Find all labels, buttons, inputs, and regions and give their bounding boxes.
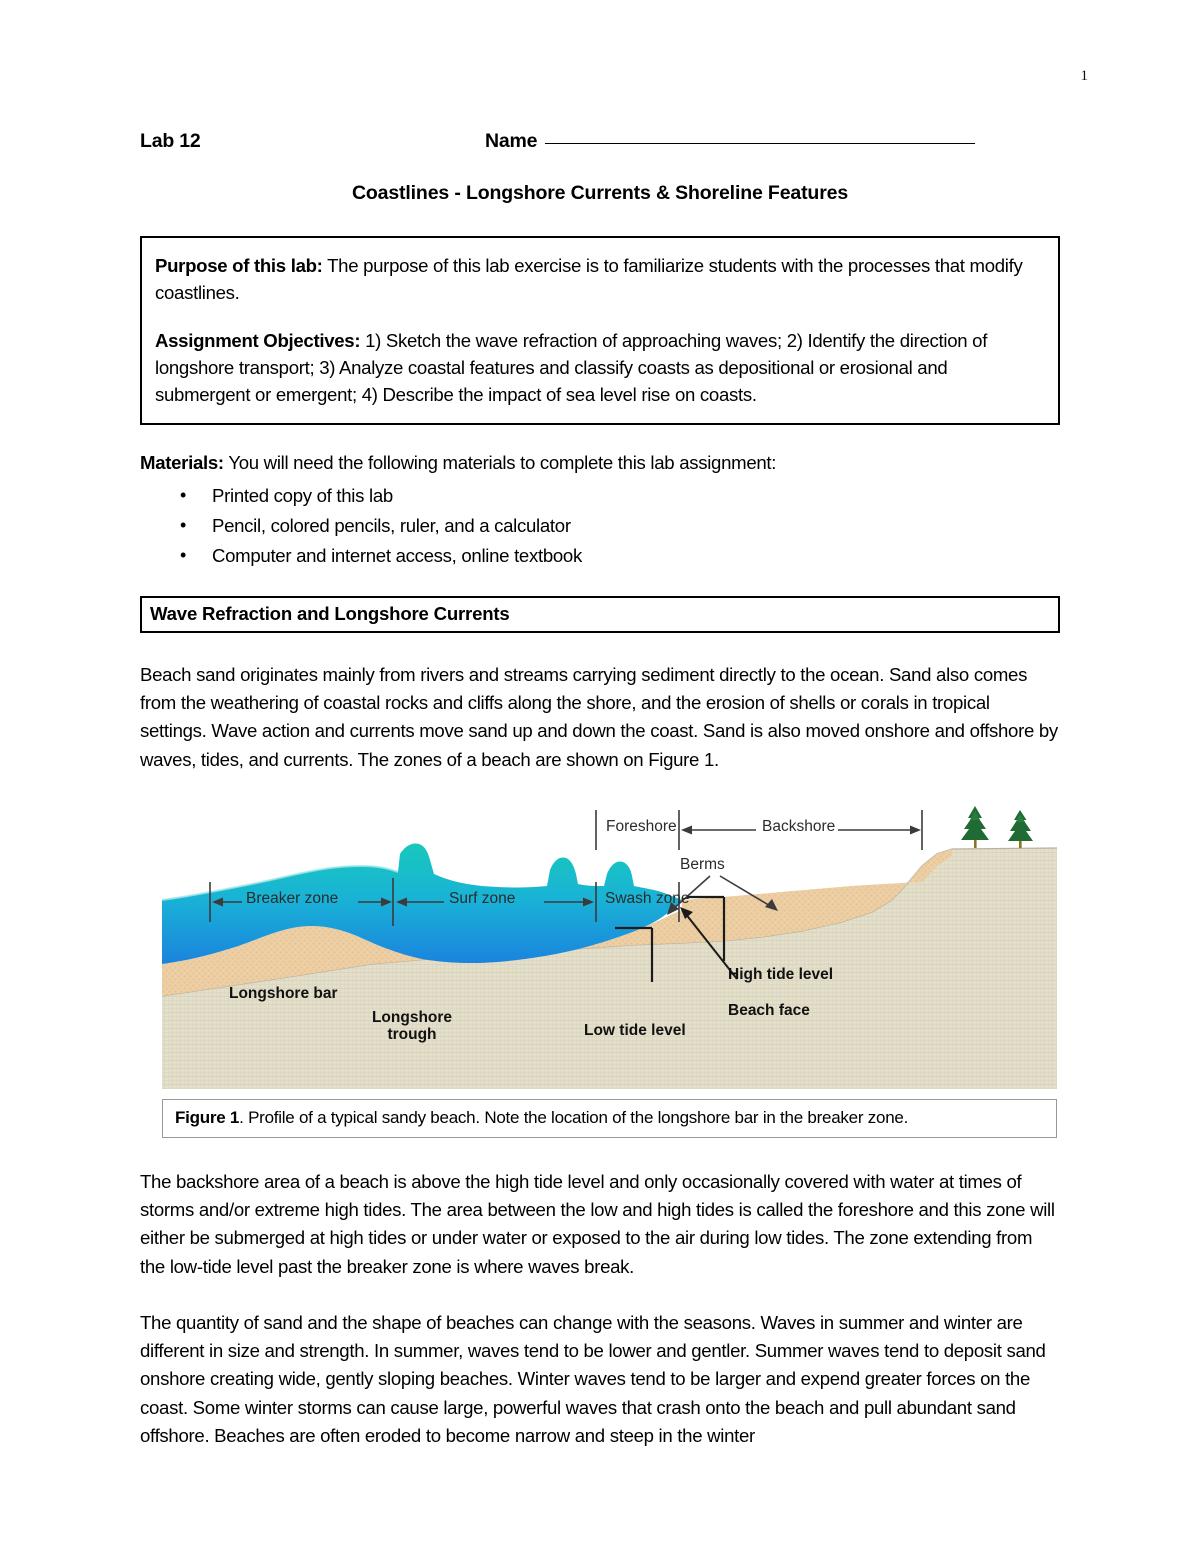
objectives-text: 1) Sketch the wave refraction of approaching waves; 2) Identify the direction of longshore transport; 3) Analyze coastal features and classify coasts as depositional or erosional and submergent or emergent; 4) Describe the impact of sea level rise on coasts. [155,329,988,406]
figure-1-caption [162,1099,1057,1138]
list-item [140,511,1060,541]
objectives-heading: Assignment Objectives: [155,329,361,351]
materials-lead-text: You will need the following materials to complete this lab assignment: [223,451,777,473]
list-item [140,541,1060,571]
list-item-label: Computer and internet access, online textbook [212,544,582,566]
bullet-icon: • [180,484,187,505]
zone-label-backshore: Backshore [762,817,836,835]
zone-label-foreshore: Foreshore [606,817,677,835]
zone-label-surf-zone: Surf zone [449,889,516,907]
materials-lead [140,449,1060,477]
materials-heading: Materials: [140,451,224,473]
section-heading-wave-refraction: Wave Refraction and Longshore Currents [140,596,1060,633]
tree-icon-left [961,806,989,848]
name-label: Name [485,130,538,152]
purpose-objectives-box [140,236,1060,425]
beach-profile-diagram [162,804,1057,1099]
paragraph-beach-sand: Beach sand originates mainly from rivers and streams carrying sediment directly to the ocean. Sand also comes from the weathering of coastal rocks and cliffs along the shore, and the erosion of shells or corals in tropical settings. Wave action and currents move sand up and down the coast. Sand is also moved onshore and offshore by waves, tides, and currents. The zones of a beach are shown on Figure 1. [140,663,1058,770]
zone-label-swash-zone: Swash zone [605,889,690,907]
feature-label-longshore-trough [362,1009,462,1044]
longshore-trough-line-1: Longshore [371,1008,453,1026]
materials-list [140,481,1060,571]
objectives-paragraph [155,327,1045,409]
document-content [140,130,1060,1450]
list-item-label: Printed copy of this lab [212,484,393,506]
purpose-heading: Purpose of this lab: [155,255,323,276]
page-title: Coastlines - Longshore Currents & Shoreline Features [351,182,849,204]
feature-label-high-tide-level: High tide level [728,965,834,983]
zone-label-breaker-zone: Breaker zone [246,889,339,907]
name-input-rule[interactable] [545,143,975,144]
figure-caption-text: . Profile of a typical sandy beach. Note the location of the longshore bar in the breaker zone. [239,1107,909,1127]
list-item [140,481,1060,511]
figure-1 [162,804,1057,1138]
feature-label-longshore-bar: Longshore bar [229,984,338,1002]
feature-label-beach-face: Beach face [728,1001,810,1019]
list-item-label: Pencil, colored pencils, ruler, and a calculator [212,514,571,536]
longshore-trough-line-2: trough [387,1026,437,1044]
page-number: 1 [1080,68,1088,84]
feature-label-low-tide-level: Low tide level [584,1021,686,1039]
materials-section [140,449,1060,571]
figure-caption-number: Figure 1 [175,1107,240,1127]
purpose-paragraph [155,252,1045,307]
name-field-group [485,130,975,153]
paragraph-backshore: The backshore area of a beach is above the high tide level and only occasionally covered with water at times of storms and/or extreme high tides. The area between the low and high tides is called the foreshore and this zone will either be submerged at high tides or under water or exposed to the air during low tides. The zone extending from the low-tide level past the breaker zone is where waves break. [140,1170,1055,1277]
figure-1-illustration [162,804,1057,1099]
bullet-icon: • [180,544,187,565]
paragraph-seasons: The quantity of sand and the shape of beaches can change with the seasons. Waves in summer and winter are different in size and strength. In summer, waves tend to be lower and gentler. Summer waves tend to deposit sand onshore creating wide, gently sloping beaches. Winter waves tend to be larger and expend greater forces on the coast. Some winter storms can cause large, powerful waves that crash onto the beach and pull abundant sand offshore. Beaches are often eroded to become narrow and steep in the winter [140,1311,1046,1446]
header-row [140,130,1060,153]
purpose-text: The purpose of this lab exercise is to familiarize students with the processes that modify coastlines. [155,255,1023,304]
bullet-icon: • [180,514,187,535]
lab-number-label: Lab 12 [140,130,201,152]
tree-icon-right [1008,810,1033,848]
zone-label-berms: Berms [680,855,725,873]
